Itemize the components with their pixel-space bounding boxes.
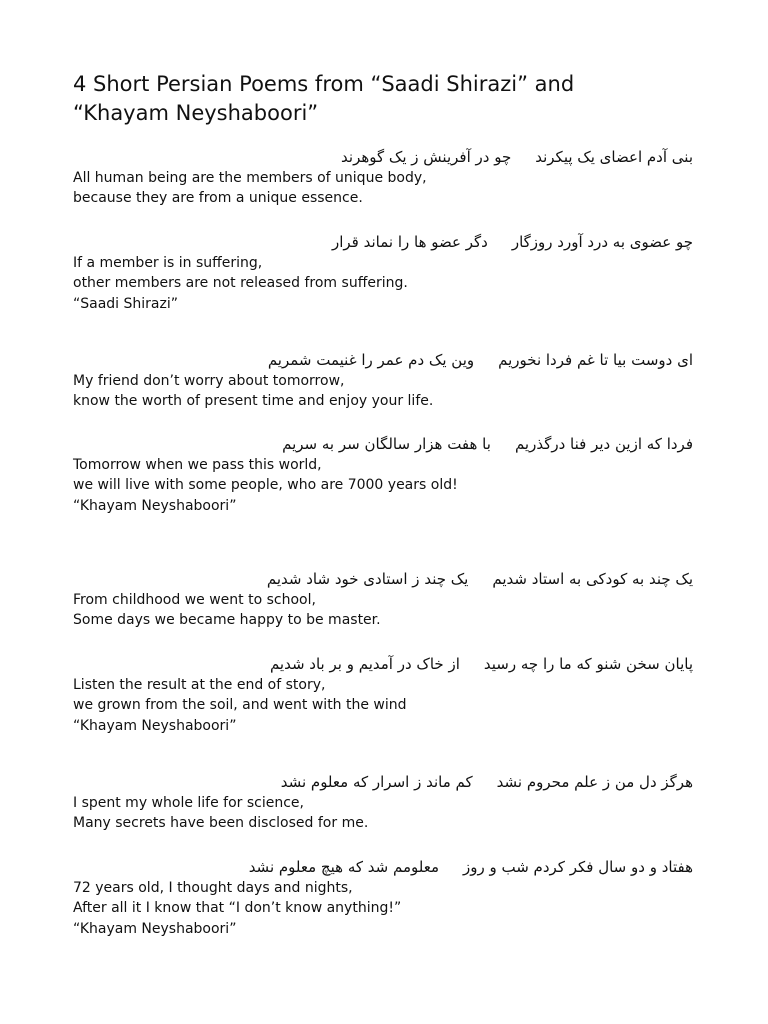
persian-hemistich-b: وین یک دم عمر را غنیمت شمریم: [267, 351, 475, 369]
english-line: we grown from the soil, and went with the wind: [73, 697, 407, 714]
english-line: Tomorrow when we pass this world,: [73, 457, 322, 473]
persian-hemistich-b: چو در آفرینش ز یک گوهرند: [341, 148, 512, 166]
persian-hemistich-a: یک چند به کودکی به استاد شدیم: [492, 570, 693, 588]
poem-author: “Saadi Shirazi”: [73, 295, 178, 312]
poem-1-stanza-1: [73, 146, 693, 209]
english-line: Many secrets have been disclosed for me.: [73, 815, 369, 832]
persian-hemistich-a: بنی آدم اعضای یک پیکرند: [535, 148, 693, 166]
persian-hemistich-b: معلومم شد که هیچ معلوم نشد: [248, 858, 439, 876]
persian-hemistich-a: ای دوست بیا تا غم فردا نخوریم: [498, 351, 693, 369]
english-line: Listen the result at the end of story,: [73, 677, 326, 693]
persian-hemistich-b: از خاک در آمدیم و بر باد شدیم: [269, 655, 460, 673]
persian-hemistich-a: هفتاد و دو سال فکر کردم شب و روز: [462, 858, 693, 876]
persian-verse: [73, 146, 693, 168]
persian-hemistich-b: یک چند ز استادی خود شاد شدیم: [266, 570, 469, 588]
persian-verse: [73, 231, 693, 253]
english-line: Some days we became happy to be master.: [73, 612, 381, 629]
poem-author: “Khayam Neyshaboori”: [73, 497, 237, 514]
english-line: because they are from a unique essence.: [73, 190, 363, 207]
persian-hemistich-a: فردا که ازین دیر فنا درگذریم: [514, 435, 693, 453]
persian-hemistich-b: کم ماند ز اسرار که معلوم نشد: [280, 773, 473, 791]
persian-verse: [73, 771, 693, 793]
poem-author: “Khayam Neyshaboori”: [73, 717, 237, 734]
poem-3-stanza-2: [73, 653, 693, 736]
poem-2-stanza-2: [73, 433, 693, 516]
poem-1-stanza-2: [73, 231, 693, 314]
english-line: we will live with some people, who are 7000 years old!: [73, 477, 458, 494]
persian-verse: [73, 568, 693, 590]
poem-4-stanza-2: [73, 856, 693, 939]
english-line: My friend don’t worry about tomorrow,: [73, 373, 345, 389]
persian-verse: [73, 653, 693, 675]
title-line-1: 4 Short Persian Poems from “Saadi Shirazi” and: [73, 72, 575, 96]
english-line: know the worth of present time and enjoy your life.: [73, 393, 434, 410]
english-line: I spent my whole life for science,: [73, 795, 304, 811]
persian-verse: [73, 433, 693, 455]
english-line: If a member is in suffering,: [73, 255, 263, 271]
persian-verse: [73, 856, 693, 878]
title-line-2: “Khayam Neyshaboori”: [73, 101, 319, 125]
english-line: All human being are the members of unique body,: [73, 170, 427, 186]
poem-4-stanza-1: [73, 771, 693, 834]
poem-author: “Khayam Neyshaboori”: [73, 920, 237, 937]
persian-verse: [73, 349, 693, 371]
persian-hemistich-b: دگر عضو ها را نماند قرار: [331, 233, 488, 251]
english-line: other members are not released from suffering.: [73, 275, 408, 292]
english-line: After all it I know that “I don’t know anything!”: [73, 900, 402, 917]
page-title: [73, 70, 713, 128]
persian-hemistich-a: هرگز دل من ز علم محروم نشد: [496, 773, 693, 791]
english-line: From childhood we went to school,: [73, 592, 316, 608]
poem-3-stanza-1: [73, 568, 693, 631]
persian-hemistich-a: پایان سخن شنو که ما را چه رسید: [483, 655, 693, 673]
poem-2-stanza-1: [73, 349, 693, 412]
english-line: 72 years old, I thought days and nights,: [73, 880, 353, 896]
persian-hemistich-b: با هفت هزار سالگان سر به سریم: [282, 435, 491, 453]
persian-hemistich-a: چو عضوی به درد آورد روزگار: [511, 233, 693, 251]
